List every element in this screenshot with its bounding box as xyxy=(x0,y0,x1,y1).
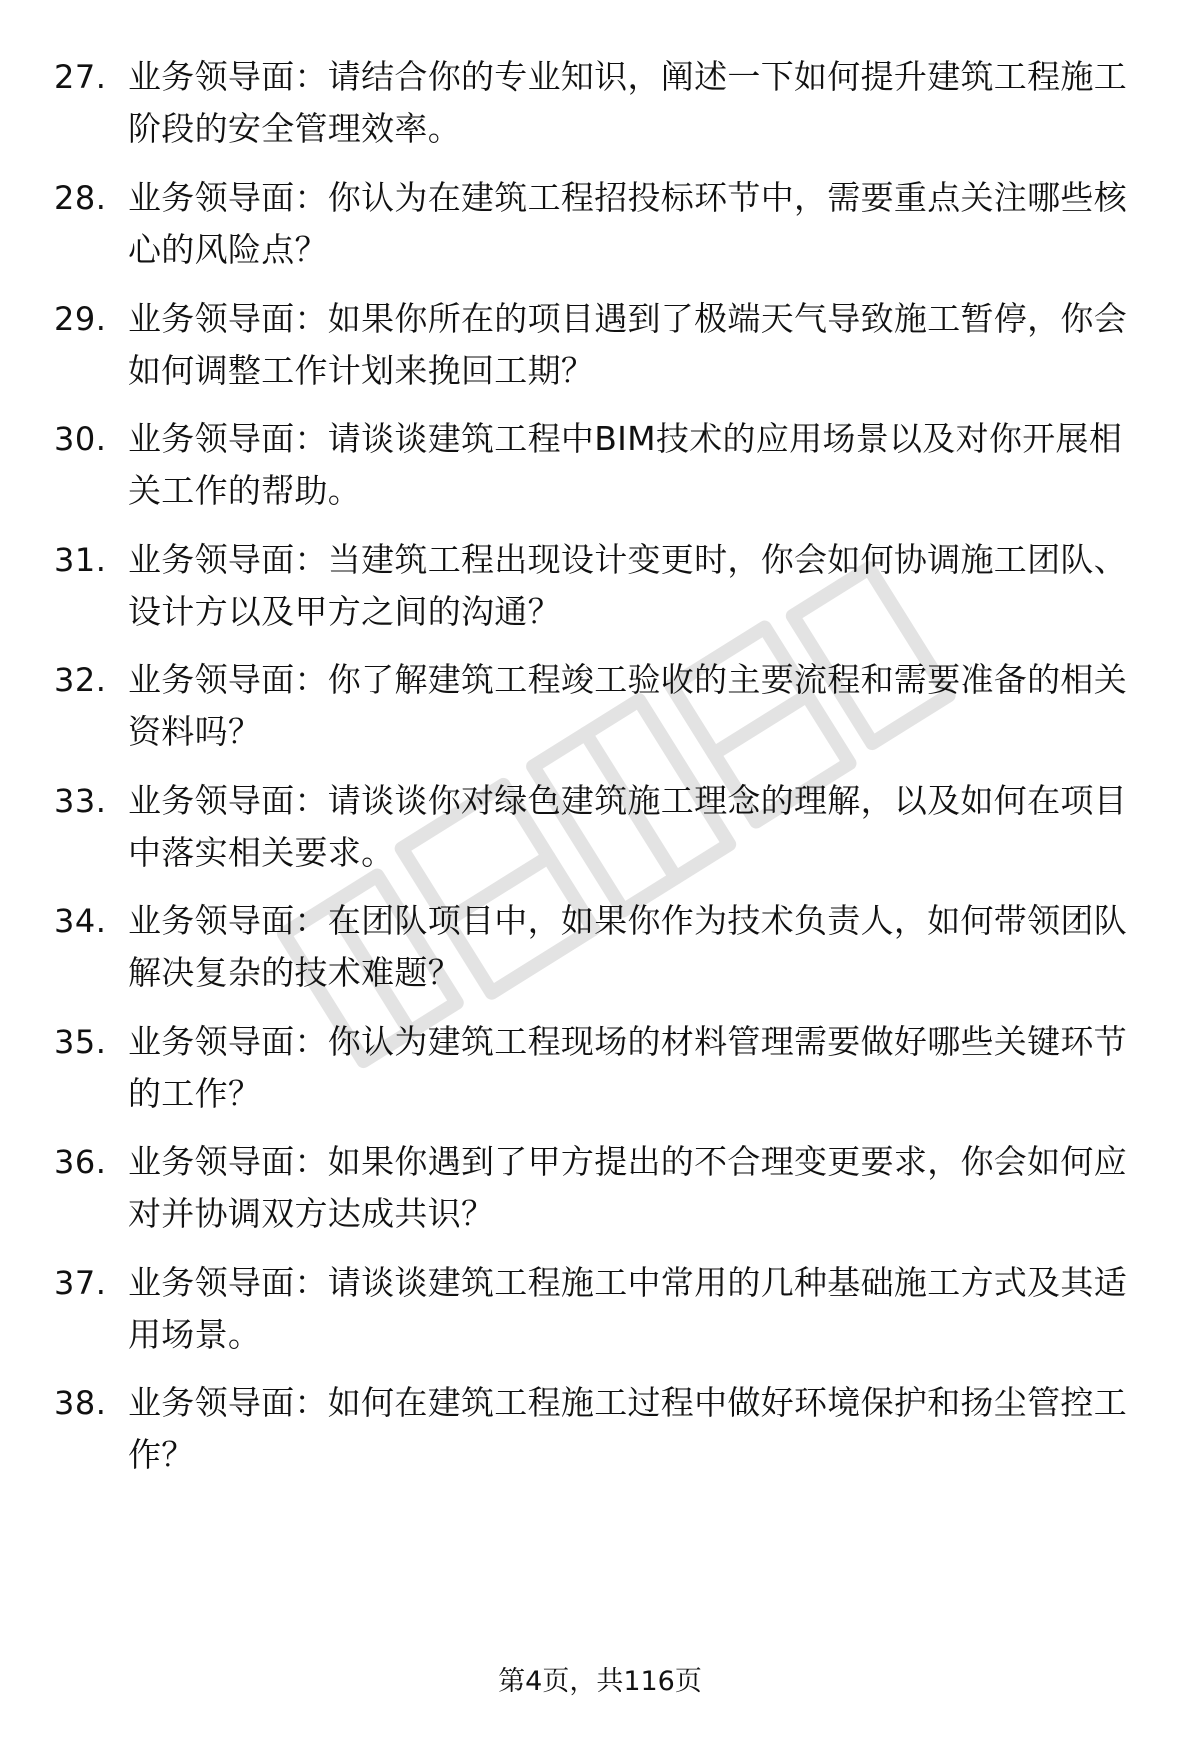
question-text: 业务领导面：你认为建筑工程现场的材料管理需要做好哪些关键环节的工作？ xyxy=(128,1022,1127,1113)
question-number: 32. xyxy=(54,661,107,699)
question-number: 31. xyxy=(54,541,107,579)
question-number: 35. xyxy=(54,1023,107,1061)
question-text: 业务领导面：如果你所在的项目遇到了极端天气导致施工暂停，你会如何调整工作计划来挽回工期？ xyxy=(128,299,1127,390)
question-number: 38. xyxy=(54,1384,107,1422)
question-text: 业务领导面：请谈谈建筑工程中BIM技术的应用场景以及对你开展相关工作的帮助。 xyxy=(128,419,1123,510)
question-number: 33. xyxy=(54,782,107,820)
question-text: 业务领导面：请谈谈建筑工程施工中常用的几种基础施工方式及其适用场景。 xyxy=(128,1263,1127,1354)
question-number: 28. xyxy=(54,179,107,217)
question-text: 业务领导面：如何在建筑工程施工过程中做好环境保护和扬尘管控工作？ xyxy=(128,1383,1127,1474)
question-number: 29. xyxy=(54,300,107,338)
question-text: 业务领导面：请结合你的专业知识，阐述一下如何提升建筑工程施工阶段的安全管理效率。 xyxy=(128,57,1127,148)
question-number: 27. xyxy=(54,58,107,96)
page-footer: 第4页，共116页 xyxy=(498,1666,702,1697)
question-number: 36. xyxy=(54,1143,107,1181)
question-text: 业务领导面：在团队项目中，如果你作为技术负责人，如何带领团队解决复杂的技术难题？ xyxy=(128,901,1127,992)
question-number: 34. xyxy=(54,902,107,940)
question-text: 业务领导面：如果你遇到了甲方提出的不合理变更要求，你会如何应对并协调双方达成共识？ xyxy=(128,1142,1127,1233)
question-text: 业务领导面：你了解建筑工程竣工验收的主要流程和需要准备的相关资料吗？ xyxy=(128,660,1127,751)
question-text: 业务领导面：当建筑工程出现设计变更时，你会如何协调施工团队、设计方以及甲方之间的沟通？ xyxy=(128,540,1127,631)
question-number: 30. xyxy=(54,420,107,458)
question-number: 37. xyxy=(54,1264,107,1302)
question-text: 业务领导面：你认为在建筑工程招投标环节中，需要重点关注哪些核心的风险点？ xyxy=(128,178,1127,269)
question-text: 业务领导面：请谈谈你对绿色建筑施工理念的理解，以及如何在项目中落实相关要求。 xyxy=(128,781,1127,872)
